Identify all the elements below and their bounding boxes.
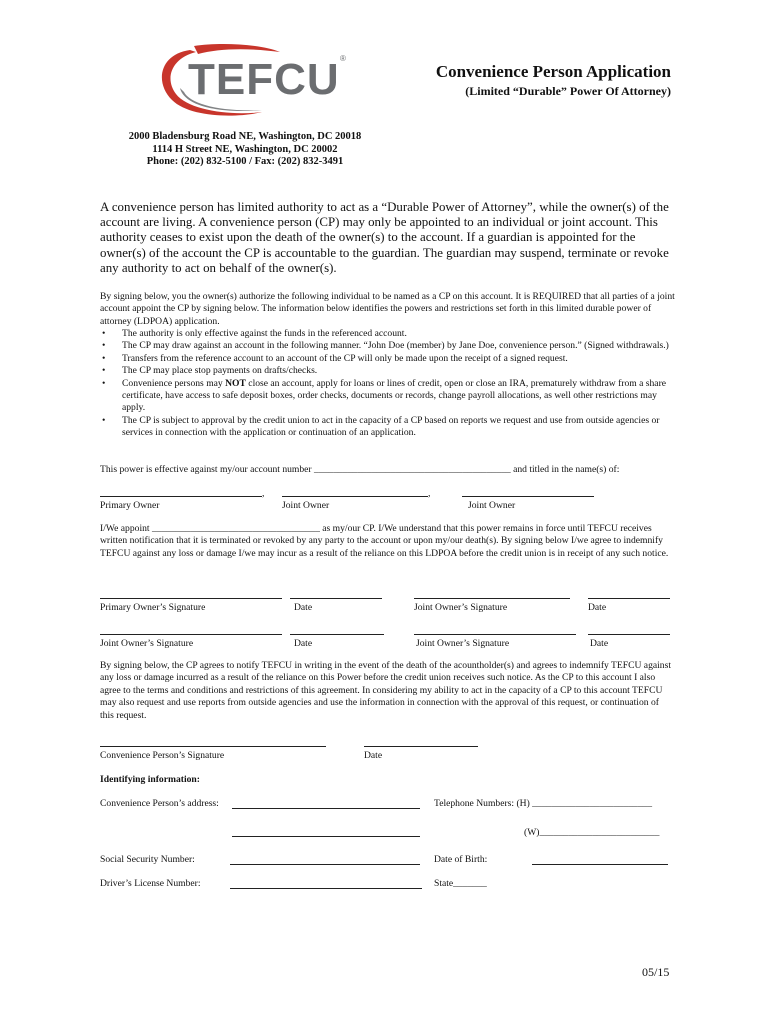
list-item-text: close an account, apply for loans or lines of credit, open or close an IRA, prematurely withdraw from a share certificate, have access to safe deposit boxes, order checks, documents or records, change payroll allocations, as well other restrictions may apply.: [122, 377, 667, 414]
document-page: TEFCU ® Convenience Person Application (Limited “Durable” Power Of Attorney) 2000 Bladensburg Road NE, Washington, DC 20018 1114 H Street NE, Washington, DC 20002 Phone: (202) 832-5100 / Fax: (202) 832-3491 A convenience person has limited authority to act as a “Durable Power of Attorney”, while the owner(s) of the account are living. A convenience person (CP) may only be appointed to an individual or joint account. This authority ceases to exist upon the death of the owner(s) to the account. If a guardian is appointed for the owner(s) of the account the CP is accountable to the guardian. The guardian may suspend, terminate or revoke any authority to act on behalf of the owner(s). By signing below, you the owner(s) authorize the following individual to be named as a CP on this account. It is REQUIRED that all parties of a joint account appoint the CP by signing below. The information below identifies the powers and restrictions set forth in this limited durable power of attorney (LDPOA) application. • The authority is only effective against the funds in the referenced account. • The CP may draw against an account in the following manner. “John Doe (member) by Jane Doe, convenience person.” (Signed withdrawals.) • Transfers from the reference account to an account of the CP will only be made upon the receipt of a signed request. • The CP may place stop payments on drafts/checks. • Convenience persons may NOT close an account, apply for loans or lines of credit, open or close an IRA, prematurely withdraw from a share certificate, have access to safe deposit boxes, order checks, documents or records, change payroll allocations, as well other restrictions may apply. • The CP is subject to approval by the credit union to act in the capacity of a CP based on reports we request and use from outside agencies or services in connection with the application or continuation of an application. This power is effective against my/our account number _________________________________________ and titled in the name(s) of: , , Primary Owner Joint Owner Joint Owner I/We appoint ___________________________________ as my/our CP. I/We understand that this power remains in force until TEFCU receives written notification that it is terminated or revoked by any party to the account or upon my/our death(s). By signing below I/we agree to indemnify TEFCU against any loss or damage I/we may incur as a result of the reliance on this LDPOA before the credit union is in receipt of any such notice. Primary Owner’s Signature Date Joint Owner’s Signature Date Joint Owner’s Signature Date Joint Owner’s Signature Date By signing below, the CP agrees to notify TEFCU in writing in the event of the death of the acountholder(s) and agrees to indemnify TEFCU against any loss or damage incurred as a result of the reliance on this Power before the credit union receives such notice. As the CP to this account I also agree to the terms and conditions and restrictions of this agreement. In considering my ability to act in the capacity of a CP to this account TEFCU may also request and use reports from outside agencies and use the information in connection with the approval of this request, or continuation of this request. Convenience Person’s Signature Date Identifying information: Convenience Person’s address: Telephone Numbers: (H) _________________________ (W)_________________________ Social Security Number: Date of Birth: Driver’s License Number: State_______ 05/15: [0, 0, 770, 1024]
work-phone-field[interactable]: (W)_________________________: [524, 827, 660, 838]
joint-owner-label: Joint Owner: [282, 500, 330, 511]
powers-list: [100, 328, 675, 440]
list-item: • The CP may draw against an account in the following manner. “John Doe (member) by Jane Doe, convenience person.” (Signed withdrawals.): [100, 340, 675, 352]
joint-owner-name-field[interactable]: [462, 496, 594, 497]
dob-field[interactable]: [532, 864, 668, 865]
list-item: • Transfers from the reference account to an account of the CP will only be made upon the receipt of a signed request.: [100, 353, 675, 365]
list-item-emphasis: NOT: [225, 377, 246, 389]
identifying-heading: Identifying information:: [100, 774, 200, 785]
ssn-field[interactable]: [230, 864, 420, 865]
authorization-paragraph: By signing below, you the owner(s) authorize the following individual to be named as a CP on this account. It is REQUIRED that all parties of a joint account appoint the CP by signing below. The information below identifies the powers and restrictions set forth in this limited durable power of attorney (LDPOA) application.: [100, 291, 675, 327]
date-field[interactable]: [364, 746, 478, 747]
account-number-line[interactable]: This power is effective against my/our account number _________________________________________ and titled in the name(s) of:: [100, 464, 620, 475]
date-label: Date: [590, 638, 609, 649]
joint-owner-label: Joint Owner: [468, 500, 516, 511]
phone-fax-line: Phone: (202) 832-5100 / Fax: (202) 832-3491: [146, 156, 344, 167]
date-field[interactable]: [290, 634, 384, 635]
cp-agreement-paragraph: By signing below, the CP agrees to notify TEFCU in writing in the event of the death of the acountholder(s) and agrees to indemnify TEFCU against any loss or damage incurred as a result of the reliance on this Power before the credit union receives such notice. As the CP to this account I also agree to the terms and conditions and restrictions of this agreement. In considering my ability to act in the capacity of a CP to this account TEFCU may also request and use reports from outside agencies and use the information in connection with the approval of this request, or continuation of this request.: [100, 660, 671, 721]
drivers-license-field[interactable]: [230, 888, 422, 889]
address-line: 1114 H Street NE, Washington, DC 20002: [152, 143, 338, 155]
ssn-label: Social Security Number:: [100, 854, 195, 865]
signature-label: Primary Owner’s Signature: [100, 602, 206, 613]
primary-owner-label: Primary Owner: [100, 500, 160, 511]
list-item: • The CP may place stop payments on drafts/checks.: [100, 365, 675, 377]
date-field[interactable]: [588, 598, 670, 599]
logo-wordmark: TEFCU: [188, 55, 340, 104]
date-label: Date: [364, 750, 383, 761]
page-subtitle: (Limited “Durable” Power Of Attorney): [465, 84, 671, 98]
date-label: Date: [294, 602, 313, 613]
signature-label: Joint Owner’s Signature: [416, 638, 510, 649]
date-label: Date: [294, 638, 313, 649]
form-revision: 05/15: [642, 965, 670, 979]
primary-owner-signature-field[interactable]: [100, 598, 282, 599]
date-label: Date: [588, 602, 607, 613]
joint-owner-signature-field[interactable]: [100, 634, 282, 635]
list-item-text: Convenience persons may: [122, 377, 226, 389]
state-field[interactable]: State_______: [434, 878, 487, 889]
intro-paragraph: A convenience person has limited authority to act as a “Durable Power of Attorney”, while the owner(s) of the account are living. A convenience person (CP) may only be appointed to an individual or joint account. This authority ceases to exist upon the death of the owner(s) to the account. If a guardian is appointed for the owner(s) of the account the CP is accountable to the guardian. The guardian may suspend, terminate or revoke any authority to act on behalf of the owner(s).: [100, 200, 669, 275]
joint-owner-signature-field[interactable]: [414, 598, 570, 599]
signature-label: Joint Owner’s Signature: [100, 638, 194, 649]
registered-mark: ®: [340, 54, 346, 63]
cp-address-field-line2[interactable]: [232, 836, 420, 837]
joint-owner-name-field[interactable]: [282, 496, 428, 497]
primary-owner-name-field[interactable]: [100, 496, 262, 497]
address-line: 2000 Bladensburg Road NE, Washington, DC 20018: [128, 131, 362, 142]
home-phone-field[interactable]: Telephone Numbers: (H) _________________________: [434, 798, 653, 809]
signature-label: Joint Owner’s Signature: [414, 602, 508, 613]
page-title: Convenience Person Application: [435, 62, 671, 81]
appointment-paragraph: I/We appoint ___________________________________ as my/our CP. I/We understand that this power remains in force until TEFCU receives written notification that it is terminated or revoked by any party to the account or upon my/our death(s). By signing below I/we agree to indemnify TEFCU against any loss or damage I/we may incur as a result of the reliance on this LDPOA before the credit union is in receipt of any such notice.: [100, 523, 669, 559]
date-field[interactable]: [290, 598, 382, 599]
cp-signature-label: Convenience Person’s Signature: [100, 750, 225, 761]
dob-label: Date of Birth:: [434, 854, 488, 865]
list-item: • The CP is subject to approval by the credit union to act in the capacity of a CP based on reports we request and use from outside agencies or services in connection with the application or continuation of an application.: [100, 415, 675, 440]
joint-owner-signature-field[interactable]: [414, 634, 576, 635]
drivers-license-label: Driver’s License Number:: [100, 878, 201, 889]
address-block: [100, 131, 390, 169]
list-item: • The authority is only effective against the funds in the referenced account.: [100, 328, 675, 340]
list-item: [100, 378, 675, 415]
address-label: Convenience Person’s address:: [100, 798, 219, 809]
date-field[interactable]: [588, 634, 670, 635]
tefcu-logo: [150, 42, 360, 122]
cp-signature-field[interactable]: [100, 746, 326, 747]
cp-address-field[interactable]: [232, 808, 420, 809]
